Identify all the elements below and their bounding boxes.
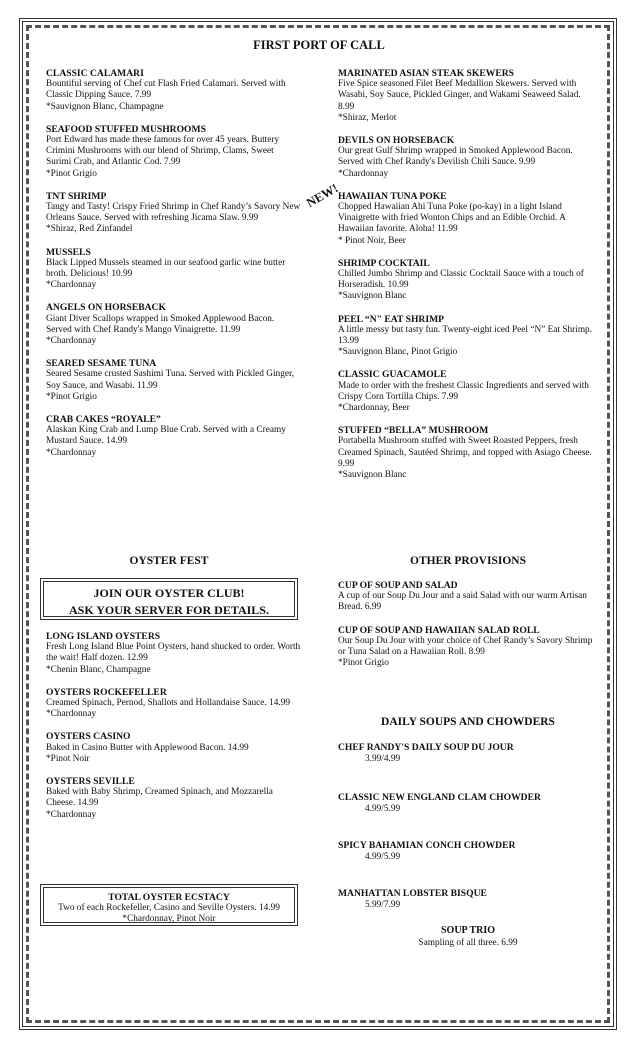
item-wine: * Pinot Noir, Beer — [338, 235, 406, 246]
item-name: DEVILS ON HORSEBACK — [338, 135, 455, 147]
item-desc: Seared Sesame crusted Sashimi Tuna. Served with Pickled Ginger, Soy Sauce, and Wasabi. 11.99 — [46, 369, 295, 391]
item-wine: *Pinot Grigio — [46, 391, 97, 402]
menu-item — [46, 731, 301, 765]
soup-name: CHEF RANDY'S DAILY SOUP DU JOUR — [338, 742, 514, 753]
item-wine: *Chardonnay — [46, 709, 97, 720]
menu-item — [338, 258, 593, 303]
item-wine: *Chardonnay, Beer — [338, 403, 410, 414]
soup-item — [338, 888, 487, 911]
menu-item — [46, 302, 301, 347]
item-desc: Chilled Jumbo Shrimp and Classic Cocktail Sauce with a touch of Horseradish. 10.99 — [338, 269, 584, 291]
item-wine: *Sauvignon Blanc — [338, 291, 407, 302]
item-wine: *Chenin Blanc, Champagne — [46, 664, 151, 675]
item-name: CLASSIC GUACAMOLE — [338, 369, 447, 381]
club-line-1: JOIN OUR OYSTER CLUB! — [93, 586, 245, 600]
item-name: ANGELS ON HORSEBACK — [46, 302, 166, 314]
first-port-right-column — [338, 68, 593, 492]
item-wine: *Chardonnay — [338, 168, 389, 179]
item-name: SHRIMP COCKTAIL — [338, 257, 430, 269]
item-wine: *Pinot Grigio — [46, 168, 97, 179]
ecstacy-title: TOTAL OYSTER ECSTACY — [108, 892, 230, 903]
soup-item — [338, 742, 514, 765]
item-desc: Our Soup Du Jour with your choice of Chef Randy’s Savory Shrimp or Tuna Salad on a Hawaiian Roll. 8.99 — [338, 635, 593, 658]
menu-item — [46, 191, 301, 236]
menu-item — [46, 358, 301, 403]
menu-item — [46, 247, 301, 292]
item-name: MARINATED ASIAN STEAK SKEWERS — [338, 68, 515, 79]
item-name: CUP OF SOUP AND SALAD — [338, 580, 458, 591]
item-desc: Giant Diver Scallops wrapped in Smoked Applewood Bacon. Served with Chef Randy's Mango Vinaigrette. 11.99 — [46, 313, 275, 335]
club-line-2: ASK YOUR SERVER FOR DETAILS. — [69, 603, 269, 617]
item-name: TNT SHRIMP — [46, 190, 107, 202]
ecstacy-wine: *Chardonnay, Pinot Noir — [122, 914, 216, 924]
item-wine: *Chardonnay — [46, 447, 97, 458]
item-name: HAWAIIAN TUNA POKE — [338, 190, 447, 202]
soup-item — [338, 792, 541, 815]
item-desc: A little messy but tasty fun. Twenty-eight iced Peel “N” Eat Shrimp. 13.99 — [338, 324, 593, 347]
other-provisions-column — [338, 580, 593, 680]
item-name: CUP OF SOUP AND HAWAIIAN SALAD ROLL — [338, 624, 540, 636]
menu-item — [46, 68, 301, 113]
item-desc: Creamed Spinach, Pernod, Shallots and Hollandaise Sauce. 14.99 — [46, 698, 290, 709]
item-desc: Alaskan King Crab and Lump Blue Crab. Served with a Creamy Mustard Sauce. 14.99 — [46, 425, 286, 447]
page-title: FIRST PORT OF CALL — [253, 38, 385, 52]
item-desc: Baked with Baby Shrimp, Creamed Spinach, and Mozzarella Cheese. 14.99 — [46, 787, 273, 809]
menu-item — [338, 369, 593, 414]
item-name: OYSTERS SEVILLE — [46, 776, 135, 788]
item-name: PEEL “N" EAT SHRIMP — [338, 313, 444, 325]
item-desc: Portabella Mushroom stuffed with Sweet Roasted Peppers, fresh Creamed Spinach, Sautéed Shrimp, and topped with Asiago Cheese. 9.99 — [338, 436, 592, 469]
item-wine: *Shiraz, Merlot — [338, 112, 397, 123]
item-desc: Tangy and Tasty! Crispy Fried Shrimp in Chef Randy’s Savory New Orleans Sauce. Served with refreshing Jicama Slaw. 9.99 — [46, 202, 301, 224]
soup-price: 5.99/7.99 — [365, 899, 401, 910]
menu-item — [338, 625, 593, 670]
item-name: CLASSIC CALAMARI — [46, 68, 144, 79]
item-wine: *Chardonnay — [46, 809, 97, 820]
item-wine: *Chardonnay — [46, 336, 97, 347]
soup-trio-desc: Sampling of all three. 6.99 — [418, 938, 518, 948]
first-port-left-column — [46, 68, 301, 470]
menu-item — [338, 191, 593, 247]
item-desc: Made to order with the freshest Classic Ingredients and served with Crispy Corn Tortilla Chips. 7.99 — [338, 380, 589, 402]
item-desc: Our great Gulf Shrimp wrapped in Smoked Applewood Bacon. Served with Chef Randy's Devilish Chili Sauce. 9.99 — [338, 146, 573, 168]
item-wine: *Pinot Grigio — [338, 658, 389, 669]
item-name: STUFFED “BELLA” MUSHROOM — [338, 425, 489, 437]
soups-title: DAILY SOUPS AND CHOWDERS — [381, 716, 555, 728]
item-name: OYSTERS ROCKEFELLER — [46, 686, 167, 698]
menu-item — [338, 580, 593, 614]
item-wine: *Sauvignon Blanc, Pinot Grigio — [338, 347, 458, 358]
menu-item — [46, 776, 301, 821]
item-wine: *Shiraz, Red Zinfandel — [46, 224, 133, 235]
menu-item — [46, 124, 301, 180]
soup-item — [338, 840, 515, 863]
item-name: LONG ISLAND OYSTERS — [46, 631, 161, 642]
item-wine: *Sauvignon Blanc, Champagne — [46, 101, 164, 112]
item-wine: *Sauvignon Blanc — [338, 470, 407, 481]
item-wine: *Chardonnay — [46, 280, 97, 291]
item-desc: Bountiful serving of Chef cut Flash Fried Calamari. Served with Classic Dipping Sauce. 7.99 — [46, 79, 286, 101]
item-desc: Black Lipped Mussels steamed in our seafood garlic wine butter broth. Delicious! 10.99 — [46, 257, 286, 280]
item-desc: Baked in Casino Butter with Applewood Bacon. 14.99 — [46, 742, 249, 753]
item-name: SEARED SESAME TUNA — [46, 358, 157, 370]
new-badge: NEW! — [304, 180, 341, 211]
item-name: CRAB CAKES “ROYALE” — [46, 414, 161, 426]
item-wine: *Pinot Noir — [46, 753, 90, 764]
soup-trio-title: SOUP TRIO — [441, 925, 495, 936]
menu-item — [338, 135, 593, 180]
oyster-fest-title: OYSTER FEST — [129, 555, 209, 567]
ecstacy-desc: Two of each Rockefeller, Casino and Seville Oysters. 14.99 — [58, 903, 280, 913]
item-desc: Fresh Long Island Blue Point Oysters, hand shucked to order. Worth the wait! Half dozen. 12.99 — [46, 642, 301, 664]
oyster-club-box — [40, 578, 298, 620]
item-desc: Five Spice seasoned Filet Beef Medallion Skewers. Served with Wasabi, Soy Sauce, Pickled Ginger, and Wakami Seaweed Salad. 8.99 — [338, 79, 581, 112]
soup-name: CLASSIC NEW ENGLAND CLAM CHOWDER — [338, 792, 541, 803]
soup-price: 3.99/4.99 — [365, 753, 401, 764]
oyster-items-column — [46, 631, 301, 832]
item-desc: A cup of our Soup Du Jour and a said Salad with our warm Artisan Bread. 6.99 — [338, 591, 587, 613]
menu-item — [338, 425, 593, 481]
soup-name: MANHATTAN LOBSTER BISQUE — [338, 888, 487, 899]
other-provisions-title: OTHER PROVISIONS — [410, 555, 526, 567]
menu-item — [46, 414, 301, 459]
soup-trio — [338, 925, 598, 949]
soup-price: 4.99/5.99 — [365, 803, 401, 814]
item-name: MUSSELS — [46, 246, 91, 258]
oyster-ecstacy-box — [40, 884, 298, 926]
soup-price: 4.99/5.99 — [365, 851, 401, 862]
menu-item — [46, 687, 301, 721]
item-desc: Port Edward has made these famous for over 45 years. Buttery Crimini Mushrooms with our blend of Shrimp, Clams, Sweet Surimi Crab, and Atlantic Cod. 7.99 — [46, 135, 280, 168]
menu-item — [338, 314, 593, 359]
item-name: OYSTERS CASINO — [46, 731, 131, 743]
item-desc: Chopped Hawaiian Ahi Tuna Poke (po-kay) in a light Island Vinaigrette with fried Wonton Chips and an Edible Orchid. A Hawaiian favorite. Aloha! 11.99 — [338, 202, 566, 235]
item-name: SEAFOOD STUFFED MUSHROOMS — [46, 123, 206, 135]
menu-item — [46, 631, 301, 676]
soup-name: SPICY BAHAMIAN CONCH CHOWDER — [338, 840, 516, 851]
menu-item — [338, 68, 593, 124]
